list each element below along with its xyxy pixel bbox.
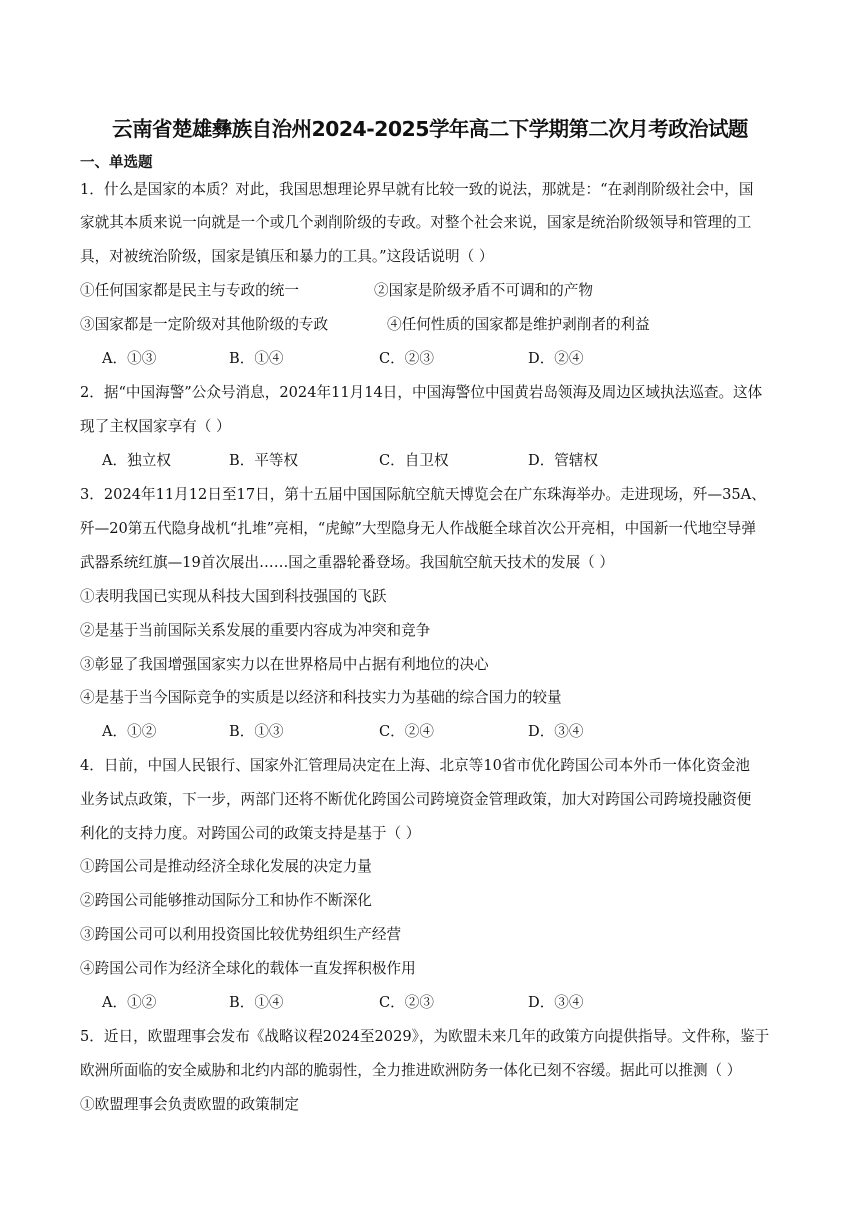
q2-stem-line-1: 2．据“中国海警”公众号消息，2024年11月14日，中国海警位中国黄岩岛领海及周边区域执法巡查。这体 [80, 384, 763, 401]
q4-stem-line-1: 4．日前，中国人民银行、国家外汇管理局决定在上海、北京等10省市优化跨国公司本外币一体化资金池 [80, 757, 750, 774]
q1-stem-line-3: 具，对被统治阶级，国家是镇压和暴力的工具。”这段话说明（ ） [80, 248, 494, 265]
q3-stem-line-3: 武器系统红旗—19首次展出……国之重器轮番登场。我国航空航天技术的发展（ ） [80, 554, 614, 571]
section-heading: 一、单选题 [80, 155, 153, 171]
q3-statement-2: ②是基于当前国际关系发展的重要内容成为冲突和竞争 [80, 622, 431, 639]
q2-option-b[interactable]: B．平等权 [229, 452, 299, 469]
q4-statement-3: ③跨国公司可以利用投资国比较优势组织生产经营 [80, 926, 402, 943]
q3-option-c[interactable]: C．②④ [379, 723, 434, 740]
q3-statement-1: ①表明我国已实现从科技大国到科技强国的飞跃 [80, 588, 387, 605]
q4-option-d[interactable]: D．③④ [528, 994, 584, 1011]
q1-statement-1: ①任何国家都是民主与专政的统一 [80, 282, 299, 299]
q1-option-a[interactable]: A．①③ [102, 350, 157, 367]
q4-option-c[interactable]: C．②③ [379, 994, 434, 1011]
q3-statement-4: ④是基于当今国际竞争的实质是以经济和科技实力为基础的综合国力的较量 [80, 689, 562, 706]
q3-option-a[interactable]: A．①② [102, 723, 157, 740]
q2-stem-line-2: 现了主权国家享有（ ） [80, 418, 231, 435]
q3-stem-line-2: 歼—20第五代隐身战机“扎堆”亮相，“虎鲸”大型隐身无人作战艇全球首次公开亮相，中国新一代地空导弹 [80, 520, 756, 537]
q5-statement-1: ①欧盟理事会负责欧盟的政策制定 [80, 1096, 299, 1113]
q2-option-a[interactable]: A．独立权 [102, 452, 171, 469]
q1-statement-4: ④任何性质的国家都是维护剥削者的利益 [387, 316, 650, 333]
q1-statement-3: ③国家都是一定阶级对其他阶级的专政 [80, 316, 329, 333]
q2-option-d[interactable]: D．管辖权 [528, 452, 599, 469]
q3-option-b[interactable]: B．①③ [229, 723, 284, 740]
q1-statement-2: ②国家是阶级矛盾不可调和的产物 [374, 282, 593, 299]
q3-option-d[interactable]: D．③④ [528, 723, 584, 740]
q5-stem-line-2: 欧洲所面临的安全威胁和北约内部的脆弱性，全力推进欧洲防务一体化已刻不容缓。据此可以推测（ ） [80, 1062, 742, 1079]
q1-option-b[interactable]: B．①④ [229, 350, 284, 367]
q4-statement-2: ②跨国公司能够推动国际分工和协作不断深化 [80, 892, 372, 909]
q1-option-d[interactable]: D．②④ [528, 350, 584, 367]
q4-stem-line-3: 利化的支持力度。对跨国公司的政策支持是基于（ ） [80, 825, 421, 842]
q4-statement-4: ④跨国公司作为经济全球化的载体一直发挥积极作用 [80, 960, 416, 977]
q1-stem-line-2: 家就其本质来说一向就是一个或几个剥削阶级的专政。对整个社会来说，国家是统治阶级领导和管理的工 [80, 214, 752, 231]
q1-stem-line-1: 1．什么是国家的本质？对此，我国思想理论界早就有比较一致的说法，那就是：“在剥削阶级社会中，国 [80, 181, 754, 198]
page-title: 云南省楚雄彝族自治州2024-2025学年高二下学期第二次月考政治试题 [112, 117, 748, 141]
q4-option-b[interactable]: B．①④ [229, 994, 284, 1011]
q4-stem-line-2: 业务试点政策，下一步，两部门还将不断优化跨国公司跨境资金管理政策，加大对跨国公司跨境投融资便 [80, 791, 752, 808]
q2-option-c[interactable]: C．自卫权 [379, 452, 449, 469]
q3-statement-3: ③彰显了我国增强国家实力以在世界格局中占据有利地位的决心 [80, 656, 489, 673]
q1-option-c[interactable]: C．②③ [379, 350, 434, 367]
q4-option-a[interactable]: A．①② [102, 994, 157, 1011]
q4-statement-1: ①跨国公司是推动经济全球化发展的决定力量 [80, 858, 372, 875]
q5-stem-line-1: 5．近日，欧盟理事会发布《战略议程2024至2029》，为欧盟未来几年的政策方向提供指导。文件称，鉴于 [80, 1028, 770, 1045]
q3-stem-line-1: 3．2024年11月12日至17日，第十五届中国国际航空航天博览会在广东珠海举办。走进现场，歼—35A、 [80, 486, 766, 503]
